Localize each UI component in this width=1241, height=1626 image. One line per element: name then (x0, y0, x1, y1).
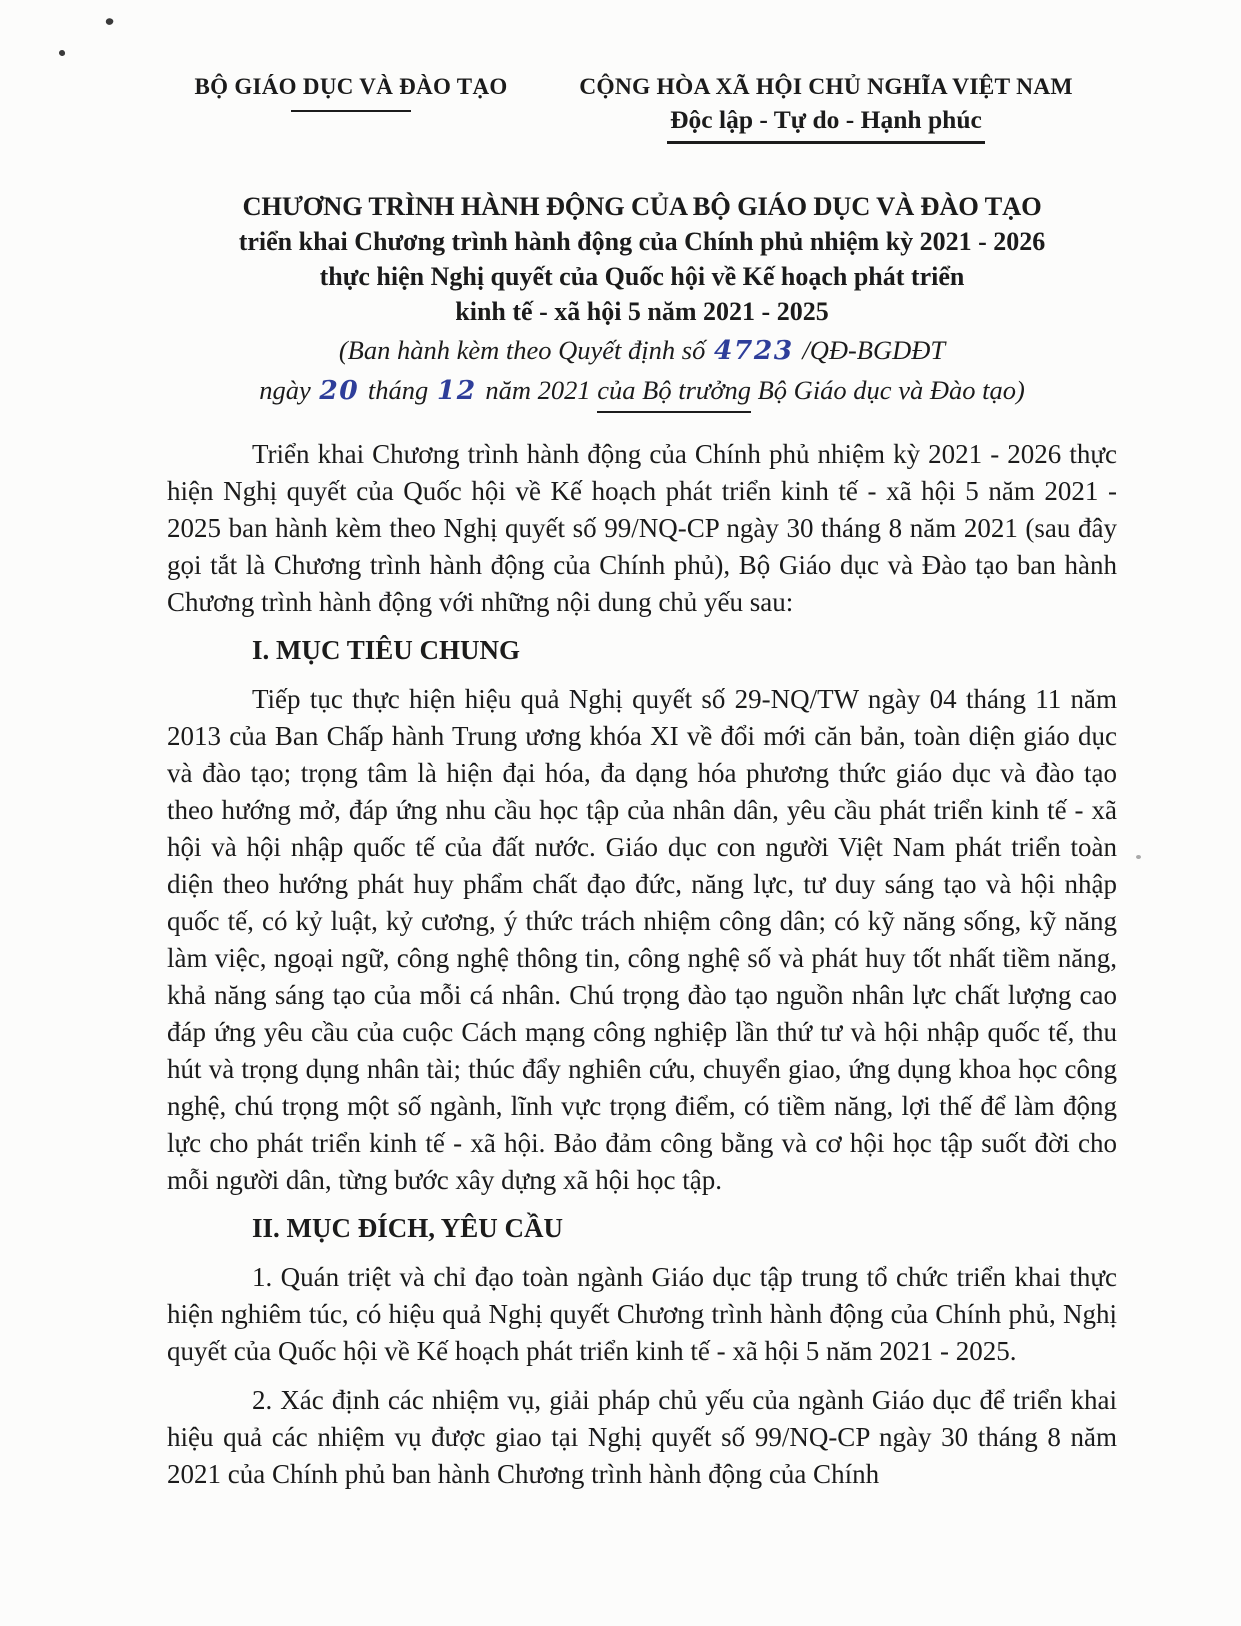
issuance-word-day: ngày (259, 375, 311, 405)
issuance-agency-tail: Bộ Giáo dục và Đào tạo) (757, 375, 1025, 405)
issuance-prefix: (Ban hành kèm theo Quyết định số (338, 335, 706, 365)
handwritten-month: 12 (436, 375, 477, 406)
issuance-year: năm 2021 (485, 375, 591, 405)
motto-underline (667, 141, 985, 144)
document-header (167, 74, 1117, 144)
scan-artifact-dot (1136, 855, 1141, 859)
document-title-sub2: thực hiện Nghị quyết của Quốc hội về Kế hoạch phát triển (319, 262, 965, 291)
issuing-agency-name: BỘ GIÁO DỤC VÀ ĐÀO TẠO (194, 74, 508, 99)
paragraph-requirement-1: 1. Quán triệt và chỉ đạo toàn ngành Giáo dục tập trung tổ chức triển khai thực hiện nghiêm túc, có hiệu quả Nghị quyết Chương trình hành động của Chính phủ, Nghị quyết của Quốc hội về Kế hoạch phát triển kinh tế - xã hội 5 năm 2021 - 2025. (167, 1262, 1117, 1366)
issuance-signer-underlined: của Bộ trưởng (597, 375, 751, 413)
scan-artifact-dot (105, 17, 115, 27)
handwritten-decision-number: 4723 (713, 335, 794, 366)
section-heading-muc-dich-yeu-cau: II. MỤC ĐÍCH, YÊU CẦU (252, 1213, 564, 1243)
document-content (167, 0, 1117, 1493)
document-title-main: CHƯƠNG TRÌNH HÀNH ĐỘNG CỦA BỘ GIÁO DỤC VÀ ĐÀO TẠO (242, 191, 1042, 221)
document-title-block (167, 188, 1117, 409)
section-heading-muc-tieu-chung: I. MỤC TIÊU CHUNG (252, 635, 521, 665)
issuance-line-2 (167, 372, 1117, 409)
scan-artifact-dot (58, 49, 65, 56)
handwritten-day: 20 (319, 375, 360, 406)
republic-name: CỘNG HÒA XÃ HỘI CHỦ NGHĨA VIỆT NAM (579, 74, 1073, 100)
document-body (167, 436, 1117, 1493)
national-motto-block (535, 74, 1117, 144)
national-motto: Độc lập - Tự do - Hạnh phúc (670, 105, 982, 134)
issuing-agency-block (167, 74, 535, 144)
issuance-line-1 (167, 332, 1117, 369)
issuance-suffix: /QĐ-BGDĐT (802, 335, 946, 365)
document-title-sub1: triển khai Chương trình hành động của Chính phủ nhiệm kỳ 2021 - 2026 (238, 227, 1046, 256)
paragraph-requirement-2: 2. Xác định các nhiệm vụ, giải pháp chủ yếu của ngành Giáo dục để triển khai hiệu quả các nhiệm vụ được giao tại Nghị quyết số 99/NQ-CP ngày 30 tháng 8 năm 2021 của Chính phủ ban hành Chương trình hành động của Chính (167, 1385, 1117, 1489)
agency-underline (291, 110, 411, 112)
document-title-sub3: kinh tế - xã hội 5 năm 2021 - 2025 (455, 297, 829, 326)
issuance-word-month: tháng (367, 375, 429, 405)
paragraph-intro: Triển khai Chương trình hành động của Chính phủ nhiệm kỳ 2021 - 2026 thực hiện Nghị quyết của Quốc hội về Kế hoạch phát triển kinh tế - xã hội 5 năm 2021 - 2025 ban hành kèm theo Nghị quyết số 99/NQ-CP ngày 30 tháng 8 năm 2021 (sau đây gọi tắt là Chương trình hành động của Chính phủ), Bộ Giáo dục và Đào tạo ban hành Chương trình hành động với những nội dung chủ yếu sau: (167, 439, 1117, 617)
paragraph-muc-tieu-chung: Tiếp tục thực hiện hiệu quả Nghị quyết số 29-NQ/TW ngày 04 tháng 11 năm 2013 của Ban Chấp hành Trung ương khóa XI về đổi mới căn bản, toàn diện giáo dục và đào tạo; trọng tâm là hiện đại hóa, đa dạng hóa phương thức giáo dục và đào tạo theo hướng mở, đáp ứng nhu cầu học tập của nhân dân, yêu cầu phát triển kinh tế - xã hội và hội nhập quốc tế của đất nước. Giáo dục con người Việt Nam phát triển toàn diện theo hướng phát huy phẩm chất đạo đức, năng lực, tư duy sáng tạo và hội nhập quốc tế, có kỷ luật, kỷ cương, ý thức trách nhiệm công dân; có kỹ năng sống, kỹ năng làm việc, ngoại ngữ, công nghệ thông tin, công nghệ số và phát huy tốt nhất tiềm năng, khả năng sáng tạo của mỗi cá nhân. Chú trọng đào tạo nguồn nhân lực chất lượng cao đáp ứng yêu cầu của cuộc Cách mạng công nghiệp lần thứ tư và hội nhập quốc tế, thu hút và trọng dụng nhân tài; thúc đẩy nghiên cứu, chuyển giao, ứng dụng khoa học công nghệ, chú trọng một số ngành, lĩnh vực trọng điểm, có tiềm năng, lợi thế để làm động lực cho phát triển kinh tế - xã hội. Bảo đảm công bằng và cơ hội học tập suốt đời cho mỗi người dân, từng bước xây dựng xã hội học tập. (167, 684, 1117, 1195)
